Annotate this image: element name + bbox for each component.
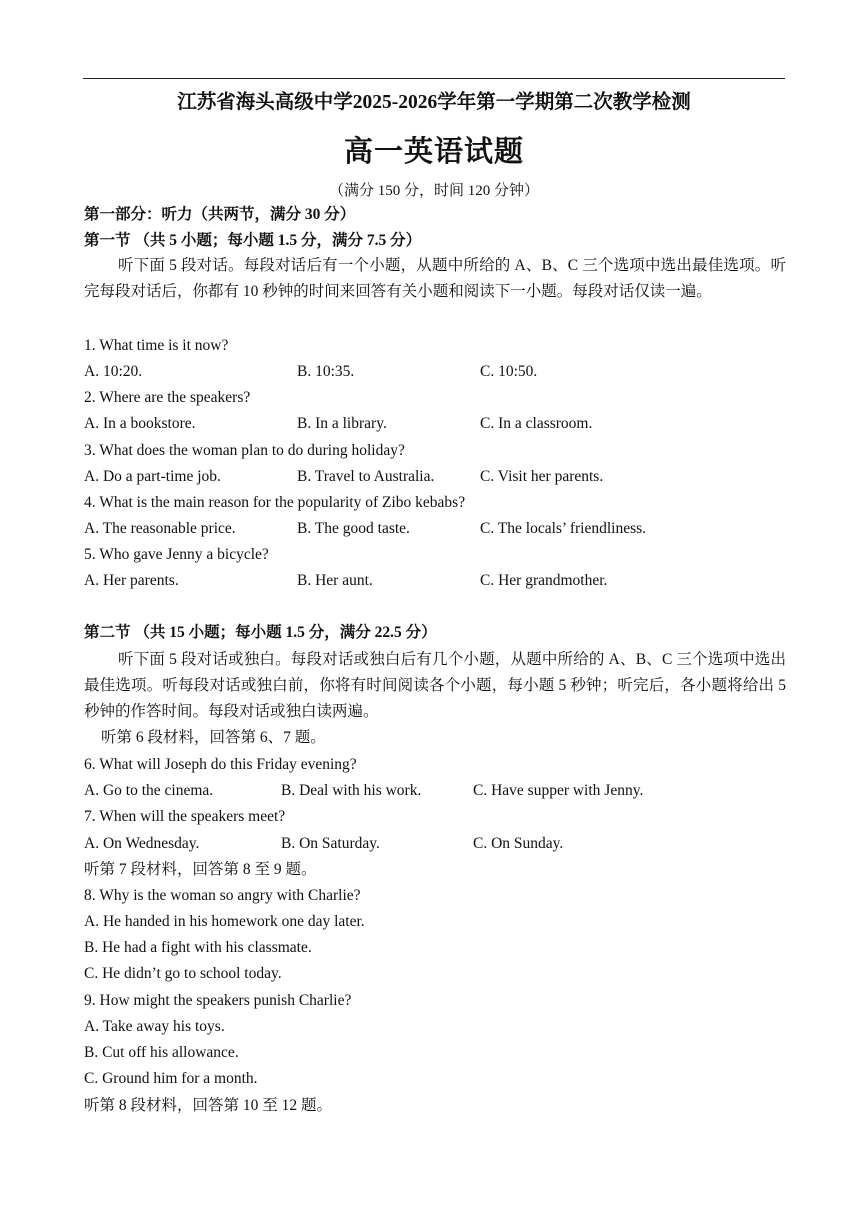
- q2-option-b: B. In a library.: [297, 415, 387, 432]
- school-line: 江苏省海头高级中学2025-2026学年第一学期第二次教学检测: [177, 92, 691, 113]
- exam-title: 高一英语试题: [343, 136, 524, 168]
- section1-instructions: 听下面 5 段对话。每段对话后有一个小题，从题中所给的 A、B、C 三个选项中选出最佳选项。听完每段对话后，你都有 10 秒钟的时间来回答有关小题和阅读下一小题。每段对话仅读一遍。: [84, 257, 786, 300]
- header-rule: [83, 78, 785, 79]
- question-7: 7. When will the speakers meet?: [84, 808, 286, 825]
- part1-heading: 第一部分：听力（共两节，满分 30 分）: [84, 206, 356, 223]
- q1-option-b: B. 10:35.: [297, 363, 355, 380]
- q8-option-c: C. He didn’t go to school today.: [84, 965, 282, 982]
- q9-option-c: C. Ground him for a month.: [84, 1070, 258, 1087]
- q8-option-a: A. He handed in his homework one day later.: [84, 913, 365, 930]
- q5-option-b: B. Her aunt.: [297, 572, 373, 589]
- q4-option-b: B. The good taste.: [297, 520, 410, 537]
- material-7-note: 听第 7 段材料，回答第 8 至 9 题。: [84, 861, 317, 878]
- q2-option-a: A. In a bookstore.: [84, 415, 196, 432]
- question-9: 9. How might the speakers punish Charlie?: [84, 992, 352, 1009]
- q6-option-b: B. Deal with his work.: [281, 782, 422, 799]
- q7-option-a: A. On Wednesday.: [84, 835, 200, 852]
- q9-option-a: A. Take away his toys.: [84, 1018, 225, 1035]
- score-time-note: （满分 150 分，时间 120 分钟）: [328, 183, 539, 199]
- question-5: 5. Who gave Jenny a bicycle?: [84, 546, 269, 563]
- q9-option-b: B. Cut off his allowance.: [84, 1044, 239, 1061]
- q1-option-a: A. 10:20.: [84, 363, 143, 380]
- q2-option-c: C. In a classroom.: [480, 415, 593, 432]
- q4-option-c: C. The locals’ friendliness.: [480, 520, 647, 537]
- q3-option-c: C. Visit her parents.: [480, 468, 604, 485]
- q5-option-a: A. Her parents.: [84, 572, 179, 589]
- q6-option-c: C. Have supper with Jenny.: [473, 782, 644, 799]
- q3-option-a: A. Do a part-time job.: [84, 468, 221, 485]
- section2-heading: 第二节 （共 15 小题；每小题 1.5 分，满分 22.5 分）: [84, 624, 437, 641]
- question-1: 1. What time is it now?: [84, 337, 229, 354]
- section1-heading: 第一节 （共 5 小题；每小题 1.5 分，满分 7.5 分）: [84, 232, 422, 249]
- question-6: 6. What will Joseph do this Friday evening?: [84, 756, 357, 773]
- material-8-note: 听第 8 段材料，回答第 10 至 12 题。: [84, 1097, 333, 1114]
- q8-option-b: B. He had a fight with his classmate.: [84, 939, 312, 956]
- q7-option-c: C. On Sunday.: [473, 835, 564, 852]
- section2-instructions: 听下面 5 段对话或独白。每段对话或独白后有几个小题，从题中所给的 A、B、C 三个选项中选出最佳选项。听每段对话或独白前，你将有时间阅读各个小题，每小题 5 秒钟；听完后，各小题将给出 5 秒钟的作答时间。每段对话或独白读两遍。: [84, 651, 786, 720]
- q1-option-c: C. 10:50.: [480, 363, 538, 380]
- q4-option-a: A. The reasonable price.: [84, 520, 236, 537]
- question-4: 4. What is the main reason for the popularity of Zibo kebabs?: [84, 494, 466, 511]
- q3-option-b: B. Travel to Australia.: [297, 468, 435, 485]
- question-2: 2. Where are the speakers?: [84, 389, 251, 406]
- question-3: 3. What does the woman plan to do during holiday?: [84, 442, 405, 459]
- question-8: 8. Why is the woman so angry with Charlie?: [84, 887, 361, 904]
- q6-option-a: A. Go to the cinema.: [84, 782, 214, 799]
- q7-option-b: B. On Saturday.: [281, 835, 380, 852]
- q5-option-c: C. Her grandmother.: [480, 572, 608, 589]
- material-6-note: 听第 6 段材料，回答第 6、7 题。: [101, 729, 326, 746]
